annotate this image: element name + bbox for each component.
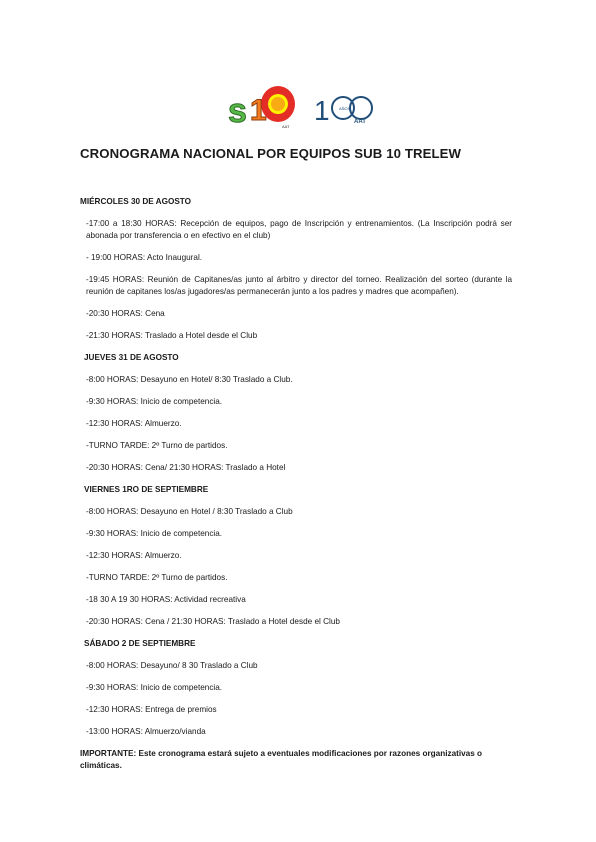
schedule-item: -20:30 HORAS: Cena / 21:30 HORAS: Traslado a Hotel desde el Club bbox=[86, 617, 340, 626]
svg-text:AAT: AAT bbox=[282, 124, 290, 129]
schedule-item: -12:30 HORAS: Almuerzo. bbox=[86, 419, 182, 428]
page-title: CRONOGRAMA NACIONAL POR EQUIPOS SUB 10 TRELEW bbox=[80, 146, 462, 161]
100-years-logo-icon bbox=[314, 92, 376, 128]
schedule-item: -TURNO TARDE: 2º Turno de partidos. bbox=[86, 573, 228, 582]
schedule-item: -9:30 HORAS: Inicio de competencia. bbox=[86, 529, 223, 538]
important-note: IMPORTANTE: Este cronograma estará sujeto a eventuales modificaciones por razones organizativas o climáticas. bbox=[80, 749, 483, 770]
schedule-item: -8:00 HORAS: Desayuno en Hotel/ 8:30 Traslado a Club. bbox=[86, 375, 293, 384]
svg-text:AAT: AAT bbox=[354, 119, 366, 125]
schedule-item: -18 30 A 19 30 HORAS: Actividad recreativa bbox=[86, 595, 246, 604]
s10-logo-icon bbox=[226, 84, 298, 130]
schedule-item: -12:30 HORAS: Almuerzo. bbox=[86, 551, 182, 560]
schedule-item: -8:00 HORAS: Desayuno en Hotel / 8:30 Traslado a Club bbox=[86, 507, 293, 516]
schedule-item: -12:30 HORAS: Entrega de premios bbox=[86, 705, 217, 714]
schedule-item: -21:30 HORAS: Traslado a Hotel desde el Club bbox=[86, 331, 258, 340]
schedule-item: -9:30 HORAS: Inicio de competencia. bbox=[86, 683, 223, 692]
schedule bbox=[80, 196, 512, 772]
schedule-item: -8:00 HORAS: Desayuno/ 8 30 Traslado a Club bbox=[86, 661, 258, 670]
schedule-item: -13:00 HORAS: Almuerzo/vianda bbox=[86, 727, 206, 736]
svg-text:1: 1 bbox=[250, 94, 267, 127]
schedule-item: - 19:00 HORAS: Acto Inaugural. bbox=[86, 253, 203, 262]
svg-text:1: 1 bbox=[314, 95, 330, 126]
day-heading: VIERNES 1RO DE SEPTIEMBRE bbox=[84, 485, 209, 494]
day-heading: MIÉRCOLES 30 DE AGOSTO bbox=[80, 197, 192, 206]
svg-text:AÑOS: AÑOS bbox=[339, 106, 351, 111]
day-heading: SÁBADO 2 DE SEPTIEMBRE bbox=[84, 639, 196, 648]
svg-text:s: s bbox=[228, 92, 247, 130]
schedule-item: -TURNO TARDE: 2º Turno de partidos. bbox=[86, 441, 228, 450]
schedule-item: -20:30 HORAS: Cena bbox=[86, 309, 165, 318]
day-heading: JUEVES 31 DE AGOSTO bbox=[84, 353, 179, 362]
header-logos bbox=[226, 84, 386, 134]
schedule-item: -20:30 HORAS: Cena/ 21:30 HORAS: Traslado a Hotel bbox=[86, 463, 286, 472]
schedule-item: -19:45 HORAS: Reunión de Capitanes/as junto al árbitro y director del torneo. Realización del sorteo (durante la reunión de capitanes los/as jugadores/as permanecerán junto a los padres y madres que acompañen). bbox=[86, 275, 512, 296]
schedule-item: -17:00 a 18:30 HORAS: Recepción de equipos, pago de Inscripción y entrenamientos. (La Inscripción podrá ser abonada por transferencia o en efectivo en el club) bbox=[86, 219, 512, 240]
schedule-item: -9:30 HORAS: Inicio de competencia. bbox=[86, 397, 223, 406]
